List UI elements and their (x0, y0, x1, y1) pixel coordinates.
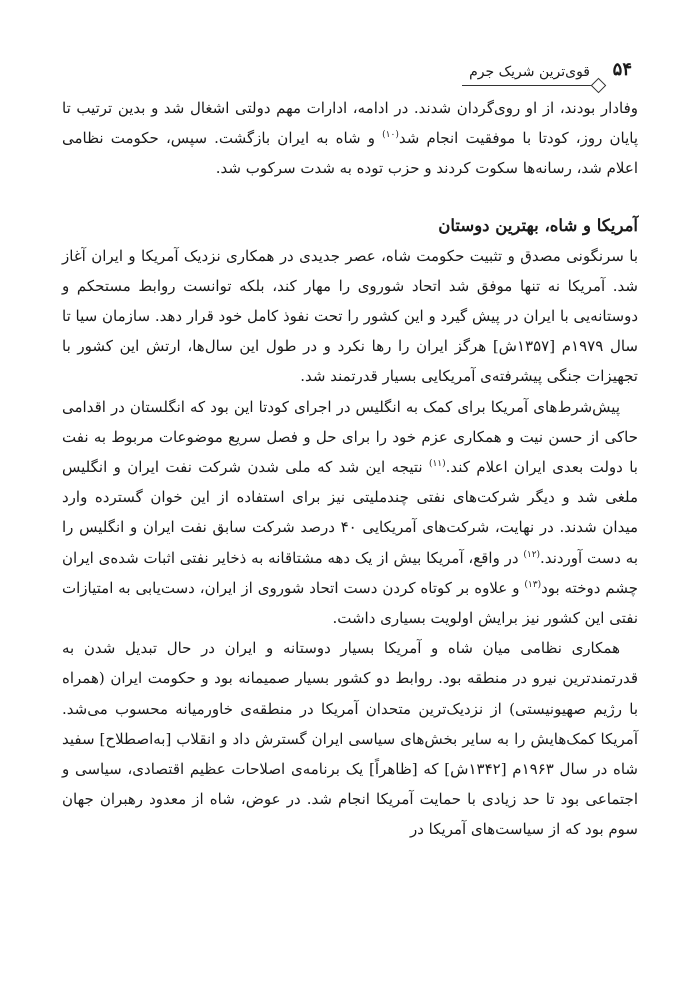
section-heading: آمریکا و شاه، بهترین دوستان (438, 215, 638, 235)
diamond-ornament-icon (591, 78, 607, 94)
running-header (462, 58, 632, 88)
footnote-ref-11: (۱۱) (428, 459, 446, 470)
paragraph-2: با سرنگونی مصدق و تثبیت حکومت شاه، عصر جدیدی در همکاری نزدیک آمریکا و ایران آغاز شد. آمریکا نه تنها موفق شد اتحاد شوروی را مهار کند، بلکه توانست روابط مستحکم و دوستانه‌یی با ایران در پیش گیرد و این کشور را تحت نفوذ کامل خود قرار دهد. سازمان سیا تا سال ۱۹۷۹م [۱۳۵۷ش] هرگز ایران را رها نکرد و در طول این سال‌ها، ارتش این کشور با تجهیزات جنگی پیشرفته‌ی آمریکایی بسیار قدرتمند شد. (62, 246, 638, 386)
header-rule (462, 85, 598, 86)
page-body (62, 93, 638, 845)
paragraph-4: همکاری نظامی میان شاه و آمریکا بسیار دوستانه و ایران در حال تبدیل شدن به قدرتمندترین نیرو در منطقه بود. روابط دو کشور بسیار صمیمانه بود و حکومت ایران (همراه با رژیم صهیونیستی) از نزدیک‌ترین متحدان آمریکا در منطقه‌ی خاورمیانه محسوب می‌شد. آمریکا کمک‌هایش را به سایر بخش‌های سیاسی ایران گسترش داد و انقلاب [به‌اصطلاح] سفید شاه در سال ۱۹۶۳م [۱۳۴۲ش] که [ظاهراً] یک برنامه‌ی اصلاحات عظیم اقتصادی، سیاسی و اجتماعی بود تا حد زیادی با حمایت آمریکا انجام شد. در عوض، شاه از معدود رهبران جهان سوم بود که از سیاست‌های آمریکا در (62, 639, 638, 839)
page-number: ۵۴ (612, 59, 632, 80)
footnote-ref-12: (۱۲) (523, 549, 541, 560)
footnote-ref-13: (۱۳) (524, 579, 542, 590)
paragraph-3: پیش‌شرط‌های آمریکا برای کمک به انگلیس در اجرای کودتا این بود که انگلستان در اقدامی حاکی از حسن نیت و همکاری عزم خود را برای حل و فصل سریع موضوعات مربوط به نفت با دولت بعدی ایران اعلام کند.$^{(۱۱)}$ نتیجه این شد که ملی شدن شرکت نفت ایران و انگلیس ملغی شد و دیگر شرکت‌های نفتی چندملیتی نیز برای استفاده از این خوان گسترده وارد میدان شدند. در نهایت، شرکت‌های آمریکایی ۴۰ درصد شرکت سابق نفت ایران و انگلیس را به دست آوردند.$^{(۱۲)}$ در واقع، آمریکا بیش از یک دهه مشتاقانه به ذخایر نفتی اثبات شده‌ی ایران چشم دوخته بود$^{(۱۳)}$ و علاوه بر کوتاه کردن دست اتحاد شوروی از ایران، دست‌یابی به امتیازات نفتی این کشور نیز برایش اولویت بسیاری داشت. (62, 397, 639, 628)
paragraph-1: وفادار بودند، از او روی‌گردان شدند. در ادامه، ادارات مهم دولتی اشغال شد و بدین ترتیب تا پایان روز، کودتا با موفقیت انجام شد$^{(۱۰)}$ و شاه به ایران بازگشت. سپس، حکومت نظامی اعلام شد، رسانه‌ها سکوت کردند و حزب توده به شدت سرکوب شد. (62, 99, 638, 178)
footnote-ref-10: (۱۰) (382, 130, 399, 141)
running-title: قوی‌ترین شریک جرم (469, 64, 590, 80)
